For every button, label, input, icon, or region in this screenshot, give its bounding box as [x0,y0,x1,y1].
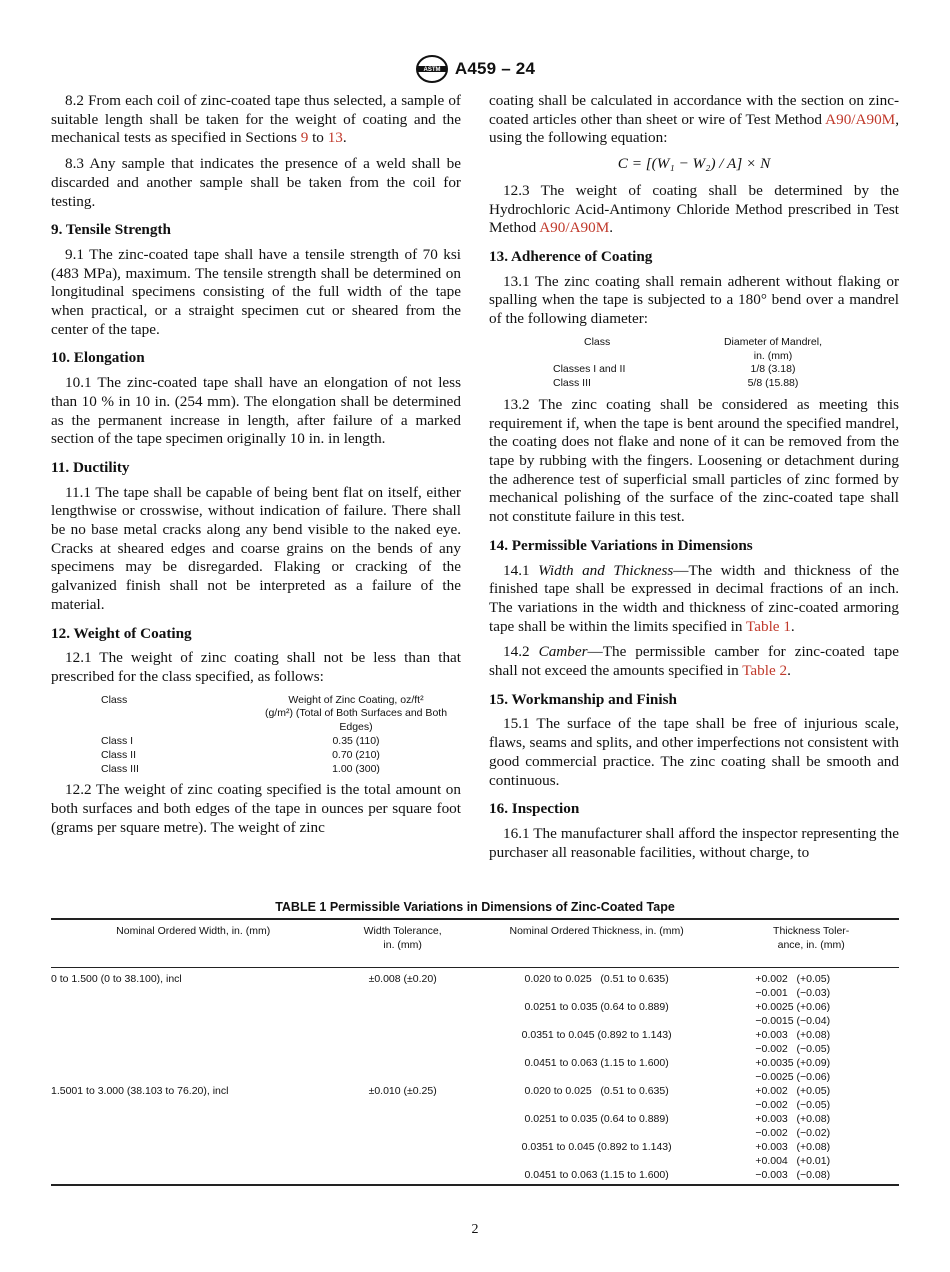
para-11-1: 11.1 The tape shall be capable of being bent flat on itself, either lengthwise or crosswise, without indication of failure. There shall be no base metal cracks along any bend visible to the naked eye. Cracks at sheared edges and coarse grains on the bends of any specimens may be disregarded. Flaking or cracking of the galvanized finish shall not be interpreted as a failure of the material. [51,483,461,613]
mandrel-class: Classes I and II [553,363,626,376]
table-row: 0.0251 to 0.035 (0.64 to 0.889) +0.0025 (+0.06) −0.0015 (−0.04) [524,1001,831,1027]
designation: A459 – 24 [454,59,536,78]
header-width-tolerance: Width Tolerance, in. (mm) [335,919,470,968]
table-row: 0 to 1.500 (0 to 38.100), incl ±0.008 (±0.20) 0.020 to 0.025 (0.51 to 0.635) +0.002 (+0.05) −0.001 (−0.03) [51,973,831,999]
mandrel-value: 5/8 (15.88) [747,377,799,390]
header-thickness-tolerance: Thickness Toler- ance, in. (mm) [723,919,899,968]
left-column [51,92,461,845]
coat-value: 0.70 (210) [332,748,380,761]
table-row: 0.0251 to 0.035 (0.64 to 0.889) +0.003 (+0.08) −0.002 (−0.02) [524,1113,831,1139]
para-10-1: 10.1 The zinc-coated tape shall have an elongation of not less than 10 % in 10 in. (254 mm). The elongation shall be determined as the permanent increase in length, after failure of a marked section of the tape specimen originally 10 in. in length. [51,374,461,448]
para-12-3: 12.3 The weight of coating shall be determined by the Hydrochloric Acid-Antimony Chloride Method prescribed in Test Method A90/A90M. [489,181,899,237]
para-13-2: 13.2 The zinc coating shall be considered as meeting this requirement if, when the tape is bent around the specified mandrel, the coating does not flake and none of it can be removed from the tape by rubbing with the fingers. Loosening or detachment during the adherence test of superficial small particles of zinc formed by mechanical polishing of the surface of the zinc-coated tape shall not constitute failure in this test. [489,395,899,526]
heading-inspection: 16. Inspection [489,800,580,818]
heading-adherence-of-coating: 13. Adherence of Coating [489,247,653,265]
heading-weight-of-coating: 12. Weight of Coating [51,624,192,642]
para-9-1: 9.1 The zinc-coated tape shall have a tensile strength of 70 ksi (483 MPa), maximum. The tensile strength shall be determined on longitudinal specimens consisting of the full width of the tape when practical, or a straight specimen cut or sheared from the center of the tape. [51,245,461,338]
coat-class: Class III [101,762,139,775]
table-1-link[interactable]: Table 1 [746,617,791,635]
table-1 [51,900,899,1186]
heading-ductility: 11. Ductility [51,458,130,476]
right-column [489,92,899,869]
coat-header-class: Class [101,693,128,706]
table-1-title: TABLE 1 Permissible Variations in Dimensions of Zinc-Coated Tape [275,900,675,914]
para-8-3: 8.3 Any sample that indicates the presence of a weld shall be discarded and another sample shall be taken from the coil for testing. [51,155,461,210]
mandrel-value: 1/8 (3.18) [750,363,796,376]
para-12-2-continued: coating shall be calculated in accordance with the section on zinc-coated articles other than sheet or wire of Test Method A90/A90M, using the following equation: [489,92,899,147]
mandrel-class: Class III [553,377,591,390]
para-12-2: 12.2 The weight of zinc coating specified is the total amount on both surfaces and both edges of the tape in ounces per square foot (grams per square metre). The weight of zinc [51,781,461,836]
coating-weight-table [101,694,461,777]
para-16-1: 16.1 The manufacturer shall afford the inspector representing the purchaser all reasonable facilities, without charge, to [489,824,899,861]
table-row: 0.0351 to 0.045 (0.892 to 1.143) +0.003 (+0.08) +0.004 (+0.01) [521,1141,831,1167]
heading-workmanship: 15. Workmanship and Finish [489,690,677,708]
header-nominal-thickness: Nominal Ordered Thickness, in. (mm) [470,919,723,968]
para-14-2: 14.2 Camber—The permissible camber for zinc-coated tape shall not exceed the amounts specified in Table 2. [489,643,899,680]
para-8-2: 8.2 From each coil of zinc-coated tape thus selected, a sample of suitable length shall be taken for the weight of coating and the mechanical tests as specified in Sections 9 to 13. [51,92,461,147]
mandrel-header-diameter-2: in. (mm) [753,349,793,362]
mandrel-header-diameter-1: Diameter of Mandrel, [723,335,823,348]
heading-permissible-variations: 14. Permissible Variations in Dimensions [489,536,753,554]
table-row: 1.5001 to 3.000 (38.103 to 76.20), incl ±0.010 (±0.25) 0.020 to 0.025 (0.51 to 0.635) +0.002 (+0.05) −0.002 (−0.05) [51,1085,831,1111]
mandrel-table [553,336,843,391]
coating-equation: C = [(W₁ − W₂) / A] × N [617,155,771,173]
a90-link[interactable]: A90/A90M [825,110,896,128]
para-14-1: 14.1 Width and Thickness—The width and thickness of the finished tape shall be expressed in decimal fractions of an inch. The variations in the width and thickness of zinc-coated armoring tape shall be within the limits specified in Table 1. [489,561,899,635]
table-row: 0.0451 to 0.063 (1.15 to 1.600) +0.0035 (+0.09) −0.0025 (−0.06) [524,1057,831,1083]
heading-tensile-strength: 9. Tensile Strength [51,221,171,239]
coat-class: Class I [101,735,134,748]
section-9-link[interactable]: 9 [300,129,309,147]
table-row: 0.0451 to 0.063 (1.15 to 1.600) −0.003 (−0.08) [51,1168,899,1185]
para-13-1: 13.1 The zinc coating shall remain adherent without flaking or spalling when the tape is subjected to a 180° bend over a mandrel of the following diameter: [489,272,899,328]
table-2-link[interactable]: Table 2 [742,662,788,680]
para-12-1: 12.1 The weight of zinc coating shall not be less than that prescribed for the class specified, as follows: [51,649,461,685]
coat-header-weight-1: Weight of Zinc Coating, oz/ft² [288,693,424,706]
header-nominal-width: Nominal Ordered Width, in. (mm) [51,919,335,968]
a90-link[interactable]: A90/A90M [539,219,610,237]
section-13-link[interactable]: 13 [327,129,343,147]
astm-logo-icon [415,54,449,84]
para-15-1: 15.1 The surface of the tape shall be free of injurious scale, flaws, seams and splits, and other imperfections not consistent with good commercial practice. The zinc coating shall be smooth and continuous. [489,715,899,789]
coat-class: Class II [101,748,137,761]
svg-text:ASTM: ASTM [423,67,441,73]
page-number: 2 [471,1222,479,1237]
heading-elongation: 10. Elongation [51,349,145,367]
table-row: 0.0351 to 0.045 (0.892 to 1.143) +0.003 (+0.08) −0.002 (−0.05) [521,1029,831,1055]
coat-value: 0.35 (110) [332,735,380,748]
page-header [0,56,950,82]
coat-header-weight-2: (g/m²) (Total of Both Surfaces and Both Edges) [264,707,448,734]
mandrel-header-class: Class [584,335,611,348]
coat-value: 1.00 (300) [332,762,380,775]
table-1-grid [51,918,899,1186]
